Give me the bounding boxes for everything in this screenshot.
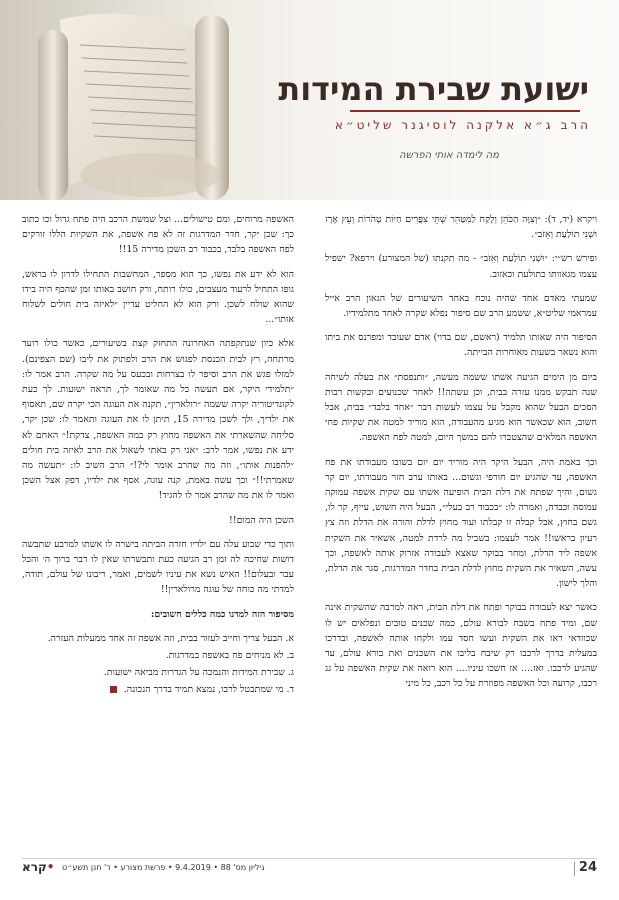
article-column-left [22, 212, 294, 852]
logo-text: קרא [22, 860, 47, 874]
paragraph: הסיפור היה שאותו תלמיד (ראשם, שם בדוי) אדם שעובד ומפרנס את ביתו והוא נשאר בשעות מאוחרות הבייתה. [325, 332, 597, 359]
title-underline [350, 110, 580, 112]
lesson-item: א. הבעל צריך וחייב לעזור בבית, וזה אשפה זה אחד ממעלות העזרה. [47, 632, 294, 644]
paragraph: שמעתי מאדם אחד שהיה נוכח באחד השיעורים של הגאון הרב אייל עמראמי שליט״א, ששמע הרב שם סיפור נפלא שקרה לאחד מתלמידיו. [325, 292, 597, 320]
footer-divider [22, 858, 597, 859]
article-column-right [325, 212, 597, 852]
header-banner [0, 0, 619, 200]
page-footer [22, 860, 597, 880]
torah-scroll-illustration [0, 0, 300, 200]
page-title: ישועת שבירת המידות [278, 70, 589, 108]
paragraph: וכך באמת היה, הבעל היקר היה מוריד יום יום בשובו מעבודתו את פח האשפה, עד שהגיע יום חורפי וגשום... באותו ערב חזר מעבודתו, יום קר גשום, והיך שפתח את דלת הבית הופיעה אשתו עם שקית אשפה עמוקה עמוסה וכבדה, ואמרה לו: ״בכבוד רב בעלי״, הבעל היה חשוש, עייף, קר לו, גשם בחוץ, אבל קבלה זו קבלתו ועוד מחוץ לדלת והורה את הדלת וזה צץ רעיון בראשו!! אמר לעצמו: בשביל מה לרדת למטה, אשאיר את השקית אשפה ליד הדלת, ומחר בבוקר שאצא לעבודה אזרוק אותה לאשפה, וכך עשה, השאיר את השקית מחוץ לדלת הבית בחדר המדרגות, סגר את הדלת, והלך לישון. [325, 456, 597, 590]
lesson-item: ב. לא מניחים פח באשפה במדרגות. [165, 650, 294, 662]
lesson-item: ג. שבירת המידות והנמכה על הגדרות מביאה ישועות. [103, 667, 294, 679]
paragraph: כאשר יצא לעבודה בבוקר ופתח את דלת הבית, ראה למרבה שהשקית אינה שם, ומיד פתח בשבח לבורא עולם, כמה שכנים טובים ונפלאים יש לו שכוודאי ראו את השקית ועשו חסד עמו ולקחו אותה לאשפה, ובדרכו במעלית בדרך לרכבו רק שיבח בליבו את השכנים ואת בורא עולם, עד שהגיע לרכבו. ואז.... אז חשכו עיניו.... הוא רואה את שקית האשפה על גג רכבו, קרועה וכל האשפה מפוזרת על כל רכב, כל מיני [325, 602, 597, 690]
paragraph: אלא כיון שנתקפתה האחרונה התחזק קצת בשיעורים, כאשר כולו רועד מרתחה, רץ לבית הכנסת לפגוש את הרב ולפתוק את ליבו (שם הצפינם). למזלו פגש את הרב וסיפר לו בצרחות ובכעס על מה שקרה. הרב אמר לו: ״תלמידי היקר, אם תעשה כל מה שאומר לך, תראה ישועות. לך כעת לקונדיטוריה יקרה ששמה ״רולארין״, תקנה את העוגה הכי יקרה שם, תאסוף את ילדיך, ולך לשכן מדירה 15, תיתן לו את העוגה ותאמר לו: שכן יקר, סליחה שהשארתי את האשפה מחוץ רק כמה האשפה, צדקת!״ האחם לא ידע את נפשו, אמר לרב: ״אני רק באתי לשאול את הרב לאיזה בית חולים ״להפנות אותו״, וזה מה שהרב אומר לי?!״ הרב השיב לו: ״תעשה מה שאמרתי!!״ וכך עשה באמת, קנה עוגה, אסף את ילדיו, דפק אצל השכן ואמר לו את מה שהרב אמר לו להגיד! [22, 338, 294, 502]
article-end-mark-icon [110, 686, 117, 693]
lesson-item-text: ד. מי שמתבטל לרבו, נמצא תמיד בדרך הנכונה. [123, 684, 294, 696]
lessons-heading: מסיפור הזה למדנו כמה כללים חשובים: [150, 608, 294, 620]
paragraph: ופירש רש״י: ״וּשְׁנִי תוֹלַעַת וְאֵזֹב״ - מה תקנתו (של המצורע) וירפא? ישפיל עצמו מגאוותו כתולעת וכאזוב. [325, 253, 597, 280]
lesson-item-last [22, 682, 294, 697]
page-number-separator [574, 862, 575, 876]
logo-dot-icon: • [46, 860, 55, 874]
author-byline: הרב ג״א אלקנה לוסיגנר שליט״א [334, 118, 591, 132]
paragraph: האשפה מרוחים, ומם טישולים... וצל שמשת הרכב היה פתח גדול וכו כתוב כך: שכן יקר, חדר המדרגות זה לא פח אשפה, את השקיות הללו זורקים לפח האשפה בלבד, בכבוד רב השכן מדירה 15!! [22, 214, 294, 256]
issue-info: גיליון מס' 88 • 9.4.2019 • פרשת מצורע • ר' חנן תשע״ט [62, 863, 265, 872]
article-subtitle: מה לימדה אותי הפרשה [399, 150, 499, 161]
paragraph: הוא לא ידע את נפשו, כך הוא מספר, המחשבות התחילו לדרון לו בראש, גופו התחיל לרעוד מעצבים, כולו רותח, ורק חושב באותו זמן שהכף היה בידו שהוא שולח לשכן. ורק הוא לא החליט עדיין ״לאיזה בית חולים לשלוח אותו״... [22, 268, 294, 326]
paragraph: ויקרא (יד, ד): ״וְצִוָּה הַכֹּהֵן וְלָקַח לַמִּטַּהֵר שְׁתֵּי צִפֳּרִים חַיּוֹת טְהֹרוֹת וְעֵץ אֶרֶז וּשְׁנִי תוֹלַעַת וְאֵזֹב״. [325, 214, 597, 241]
publication-logo [22, 860, 54, 874]
page-number: 24 [578, 860, 597, 875]
paragraph: השכן היה המום!! [229, 514, 294, 526]
paragraph: ותוך כדי שבוע עלה עם ילדיו חזרה הביתה בישרה לו אשתו למרבע שתבשה דושות שחיכה לה זמן רב הגיעה כעת ותבשרתו שאין לו דבר ברוך ה׳ והכל עבר ובעלום!! האיש נשא את עיניו לשמים, ואמר, ריבונו של עולם, תודה, למדתי מה כוחה של עוגה מרולארין!! [22, 538, 294, 596]
paragraph: ביום מן הימים הגיעה אשתו ששמה מעשה, ״ותנפסת״ את בעלה לשיחה שנה תבקש ממנו עזרה בבית, וכן עשתה!! לאחר שכנועים ובקשות רבות הסכים הבעל שהוא מקבל על עצמו לעשות דבר ״אחד בלבד״ בבית, אבל חשוב, הוא שכאשר הוא מגיע מהעבודה, הוא מוריד למטה את שקיות פחי האשפה המלאים שהצטברו להם במשך היום, למטה לפח האשפה. [325, 371, 597, 444]
